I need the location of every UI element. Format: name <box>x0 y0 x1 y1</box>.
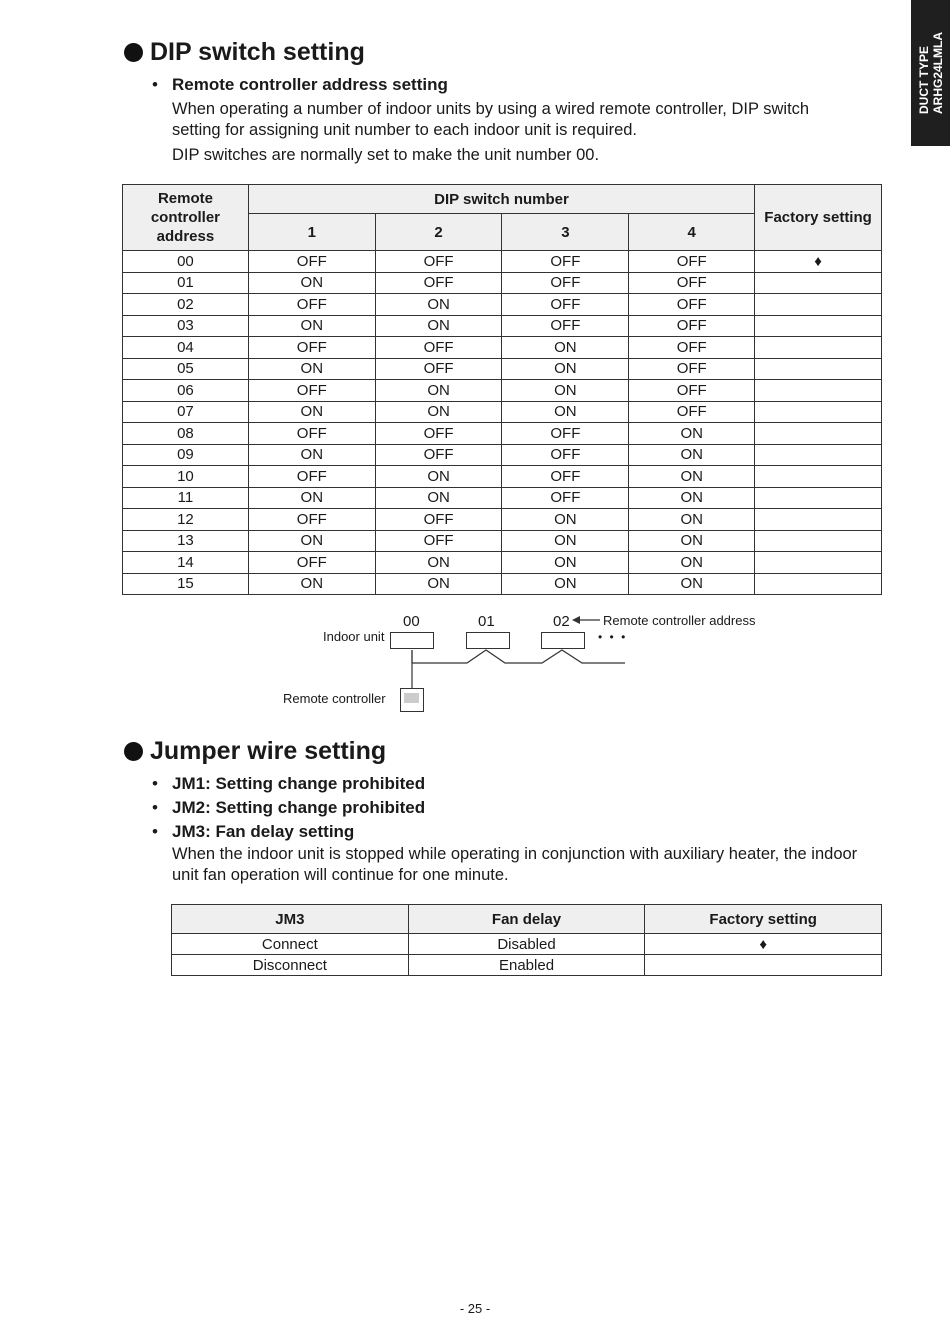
dip-para-1: When operating a number of indoor units by using a wired remote controller, DIP switch setting for assigning unit number to each indoor unit is required. <box>172 100 810 139</box>
switch-state-cell: OFF <box>248 251 375 273</box>
switch-state-cell: ON <box>502 358 629 380</box>
switch-state-cell: OFF <box>502 294 629 316</box>
switch-state-cell: OFF <box>248 423 375 445</box>
dip-para-2: DIP switches are normally set to make the unit number 00. <box>172 146 600 164</box>
switch-state-cell: OFF <box>248 552 375 574</box>
jm-cell: Disconnect <box>172 955 409 976</box>
switch-state-cell: OFF <box>502 487 629 509</box>
indoor-unit-label: Indoor unit <box>323 629 385 644</box>
switch-state-cell: OFF <box>502 272 629 294</box>
address-cell: 09 <box>123 444 249 466</box>
switch-state-cell: ON <box>248 487 375 509</box>
side-tab-line1: DUCT TYPE <box>916 45 931 115</box>
switch-state-cell: ON <box>502 573 629 595</box>
switch-state-cell: ON <box>502 401 629 423</box>
switch-state-cell: OFF <box>375 272 502 294</box>
switch-state-cell: OFF <box>375 251 502 273</box>
indoor-unit-box <box>466 632 510 649</box>
switch-state-cell: OFF <box>248 337 375 359</box>
switch-state-cell: ON <box>248 272 375 294</box>
switch-state-cell: ON <box>248 573 375 595</box>
indoor-unit-box <box>541 632 585 649</box>
page-number: - 25 - <box>459 1301 491 1316</box>
jm-bullet-2-text: JM2: Setting change prohibited <box>172 798 426 817</box>
switch-state-cell: OFF <box>248 466 375 488</box>
switch-state-cell: ON <box>248 315 375 337</box>
switch-state-cell: ON <box>248 358 375 380</box>
indoor-unit-box <box>390 632 434 649</box>
switch-state-cell: OFF <box>248 294 375 316</box>
remote-controller-screen <box>404 693 419 703</box>
jm-bullet-1 <box>152 774 425 794</box>
switch-state-cell: ON <box>502 530 629 552</box>
ellipsis-dots: • • • <box>598 630 628 644</box>
bullet-dot-icon: • <box>152 822 158 841</box>
bullet-circle-icon <box>124 742 143 761</box>
switch-state-cell: OFF <box>629 358 755 380</box>
jm-cell: Connect <box>172 934 409 955</box>
switch-state-cell: ON <box>375 315 502 337</box>
switch-state-cell: ON <box>248 444 375 466</box>
table-row <box>172 934 882 955</box>
table-row <box>172 955 882 976</box>
switch-state-cell: OFF <box>502 315 629 337</box>
switch-state-cell: ON <box>248 401 375 423</box>
address-cell: 15 <box>123 573 249 595</box>
address-cell: 14 <box>123 552 249 574</box>
address-cell: 03 <box>123 315 249 337</box>
switch-state-cell: OFF <box>629 380 755 402</box>
switch-state-cell: OFF <box>375 509 502 531</box>
jm-header-factory: Factory setting <box>645 905 882 934</box>
jumper-table <box>171 904 882 976</box>
bullet-dot-icon: • <box>152 75 158 94</box>
switch-state-cell: OFF <box>629 337 755 359</box>
switch-state-cell: ON <box>629 509 755 531</box>
wiring-line <box>412 650 625 663</box>
switch-state-cell: OFF <box>629 294 755 316</box>
address-cell: 07 <box>123 401 249 423</box>
switch-state-cell: OFF <box>248 509 375 531</box>
jm-cell: Enabled <box>408 955 645 976</box>
address-cell: 12 <box>123 509 249 531</box>
switch-state-cell: ON <box>375 487 502 509</box>
switch-number-header: 2 <box>375 214 502 251</box>
address-cell: 10 <box>123 466 249 488</box>
switch-state-cell: ON <box>629 530 755 552</box>
section-jumper-title: Jumper wire setting <box>150 737 387 765</box>
address-label: Remote controller address <box>603 613 756 628</box>
col-dip-group-header: DIP switch number <box>248 185 754 214</box>
switch-state-cell: ON <box>502 509 629 531</box>
jm-bullet-3-text: JM3: Fan delay setting <box>172 822 355 841</box>
address-cell: 02 <box>123 294 249 316</box>
switch-state-cell: ON <box>502 380 629 402</box>
switch-state-cell: ON <box>375 466 502 488</box>
switch-state-cell: ON <box>629 487 755 509</box>
jm-bullet-1-text: JM1: Setting change prohibited <box>172 774 426 793</box>
switch-state-cell: ON <box>375 573 502 595</box>
address-cell: 06 <box>123 380 249 402</box>
jm-bullet-2 <box>152 798 425 818</box>
switch-state-cell: ON <box>375 380 502 402</box>
section-jumper-heading <box>124 737 386 766</box>
dip-bullet-text: Remote controller address setting <box>172 75 448 94</box>
switch-state-cell: ON <box>629 466 755 488</box>
address-cell: 04 <box>123 337 249 359</box>
switch-state-cell: OFF <box>629 251 755 273</box>
switch-state-cell: OFF <box>502 423 629 445</box>
switch-number-header: 1 <box>248 214 375 251</box>
switch-state-cell: ON <box>248 530 375 552</box>
factory-mark: ♦ <box>645 934 882 955</box>
diagram-address-00: 00 <box>403 613 420 630</box>
switch-state-cell: ON <box>629 573 755 595</box>
switch-state-cell: OFF <box>629 272 755 294</box>
switch-state-cell: OFF <box>375 423 502 445</box>
switch-state-cell: ON <box>375 552 502 574</box>
switch-state-cell: OFF <box>375 530 502 552</box>
jm-para: When the indoor unit is stopped while operating in conjunction with auxiliary heater, the indoor unit fan operation will continue for one minute. <box>172 845 858 884</box>
switch-state-cell: ON <box>629 444 755 466</box>
switch-number-header: 3 <box>502 214 629 251</box>
switch-state-cell: OFF <box>502 251 629 273</box>
address-arrow-head <box>572 616 580 624</box>
switch-state-cell: ON <box>375 401 502 423</box>
side-tab-line2: ARHG24LMLA <box>930 31 945 115</box>
address-cell: 05 <box>123 358 249 380</box>
switch-state-cell: OFF <box>375 444 502 466</box>
bullet-dot-icon: • <box>152 774 158 793</box>
address-cell: 00 <box>123 251 249 273</box>
switch-state-cell: ON <box>629 423 755 445</box>
factory-mark <box>645 955 882 976</box>
address-cell: 13 <box>123 530 249 552</box>
switch-number-header: 4 <box>629 214 755 251</box>
diagram-address-02: 02 <box>553 613 570 630</box>
jm-cell: Disabled <box>408 934 645 955</box>
jm-header-fan-delay: Fan delay <box>408 905 645 934</box>
address-cell: 08 <box>123 423 249 445</box>
switch-state-cell: ON <box>502 552 629 574</box>
switch-state-cell: ON <box>502 337 629 359</box>
switch-state-cell: OFF <box>629 401 755 423</box>
switch-state-cell: OFF <box>502 466 629 488</box>
jm-header-jm3: JM3 <box>172 905 409 934</box>
switch-state-cell: OFF <box>248 380 375 402</box>
switch-state-cell: OFF <box>375 358 502 380</box>
switch-state-cell: OFF <box>502 444 629 466</box>
remote-controller-label: Remote controller <box>283 691 386 706</box>
switch-state-cell: ON <box>375 294 502 316</box>
diagram-address-01: 01 <box>478 613 495 630</box>
switch-state-cell: OFF <box>375 337 502 359</box>
remote-controller-icon <box>400 688 424 712</box>
factory-mark: ♦ <box>755 251 882 273</box>
col-address-header: Remote controller address <box>123 185 249 251</box>
address-cell: 01 <box>123 272 249 294</box>
section-dip-title: DIP switch setting <box>150 38 365 66</box>
address-cell: 11 <box>123 487 249 509</box>
jm-bullet-3 <box>152 822 354 842</box>
switch-state-cell: ON <box>629 552 755 574</box>
switch-state-cell: OFF <box>629 315 755 337</box>
col-factory-header: Factory setting <box>755 185 882 251</box>
bullet-dot-icon: • <box>152 798 158 817</box>
